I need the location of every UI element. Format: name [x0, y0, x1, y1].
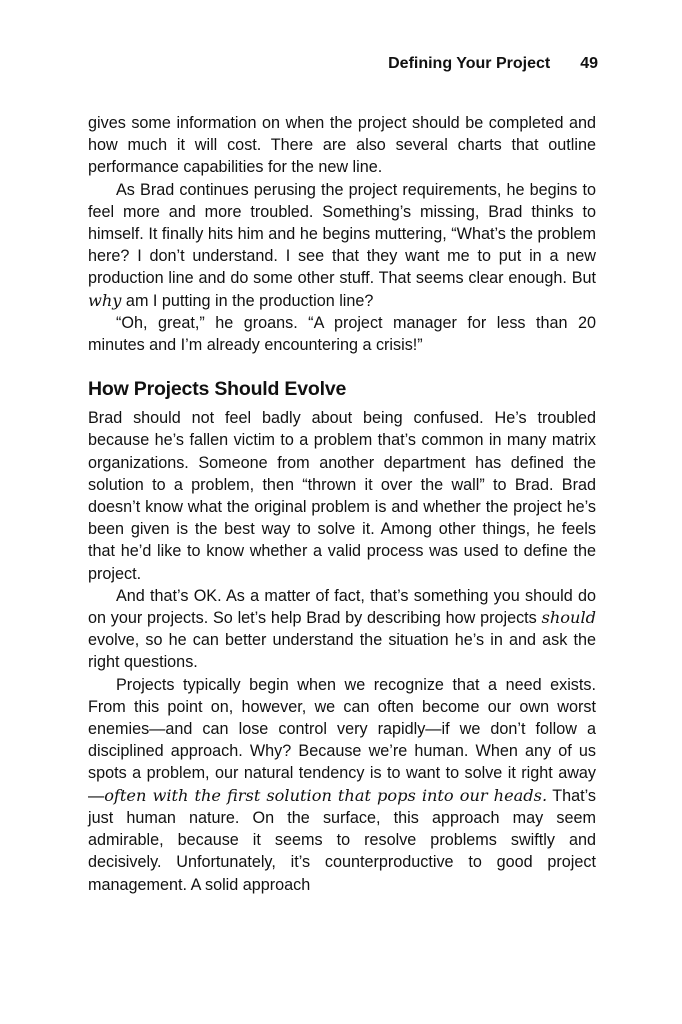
paragraph-continuation: gives some information on when the project should be completed and how much it will cost. There are also several charts that outline performance capabilities for the new line.	[88, 114, 596, 177]
emphasis-should: should	[541, 608, 596, 628]
running-header	[388, 54, 598, 74]
paragraph-text: And that’s OK. As a matter of fact, that’s something you should do on your projects. So let’s help Brad by describing how projects	[88, 586, 596, 628]
emphasis-first-solution: often with the first solution that pops into our heads.	[104, 785, 548, 805]
paragraph-brad-groans: “Oh, great,” he groans. “A project manager for less than 20 minutes and I’m already encountering a crisis!”	[88, 313, 596, 355]
paragraph-text: evolve, so he can better understand the situation he’s in and ask the right questions.	[88, 631, 596, 672]
page-body	[88, 112, 596, 896]
paragraph-text: That’s just human nature. On the surface, this approach may seem admirable, because it seems to resolve problems swiftly and decisively. Unfortunately, it’s counterproductive to good project management. A solid approach	[88, 786, 597, 894]
section-heading: How Projects Should Evolve	[88, 378, 347, 401]
paragraph-brad-troubled	[88, 179, 596, 312]
emphasis-why: why	[88, 290, 122, 310]
paragraph-projects-begin	[88, 674, 596, 896]
paragraph-text: am I putting in the production line?	[121, 291, 374, 310]
chapter-title: Defining Your Project	[388, 55, 551, 72]
paragraph-text: Projects typically begin when we recognize that a need exists. From this point on, however, we can often become our own worst enemies—and can lose control very rapidly—if we don’t follow a disciplined approach. Why? Because we’re human. When any of us spots a problem, our natural tendency is to want to solve it right away—	[88, 675, 596, 805]
paragraph-thats-ok	[88, 585, 596, 674]
paragraph-confused: Brad should not feel badly about being confused. He’s troubled because he’s fallen victim to a problem that’s common in many matrix organizations. Someone from another department has defined the solution to a problem, then “thrown it over the wall” to Brad. Brad doesn’t know what the original problem is and whether the project he’s been given is the best way to solve it. Among other things, he feels that he’d like to know whether a valid process was used to define the project.	[88, 409, 596, 583]
paragraph-text: As Brad continues perusing the project requirements, he begins to feel more and more troubled. Something’s missing, Brad thinks to himself. It finally hits him and he begins muttering, “What’s the problem here? I don’t understand. I see that they want me to put in a new production line and do some other stuff. That seems clear enough. But	[88, 180, 596, 288]
page-number: 49	[580, 55, 598, 72]
